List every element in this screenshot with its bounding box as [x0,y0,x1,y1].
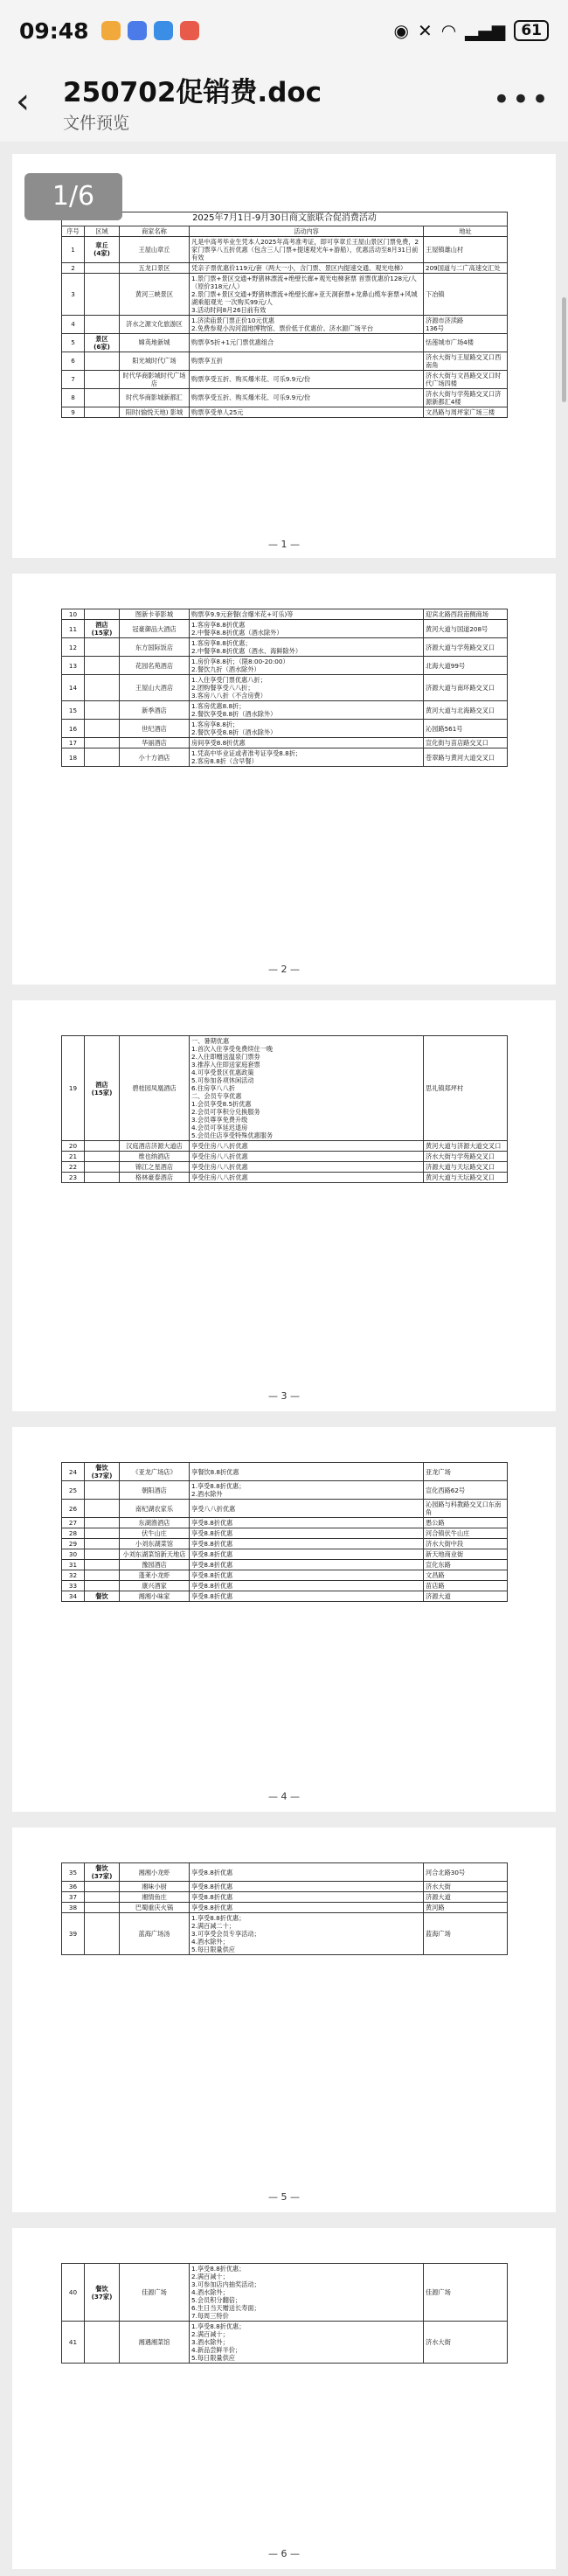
row-number: 10 [62,609,85,620]
row-number: 32 [62,1570,85,1581]
region-cell [85,657,120,675]
merchant-name: 世纪酒店 [120,720,190,738]
activity-content: 1.房价享8.8折；（限8:00-20:00） 2.餐饮九折（酒水除外） [190,657,424,675]
table-row [62,1481,508,1500]
table-row [62,738,508,748]
activity-content: 购票享受五折、购买爆米花、可乐9.9元/份 [190,388,424,407]
table-row [62,620,508,638]
app-header [0,61,568,142]
page-number: — 1 — [268,539,300,550]
address-cell: 苍翠路与黄河大道交叉口 [424,748,508,767]
weibo-icon [101,21,121,40]
table-row [62,1903,508,1913]
region-cell: 餐饮 (37家) [85,1463,120,1481]
address-cell: 文昌路 [424,1570,508,1581]
status-time: 09:48 [19,17,89,44]
merchant-name: 碧桂园凤凰酒店 [120,1036,190,1141]
merchant-name: 《亚龙广场店》 [120,1463,190,1481]
scrollbar[interactable] [562,297,566,402]
signal-icon: ▂▄▆ [465,20,506,41]
merchant-name: 黄河三峡景区 [120,273,190,315]
merchant-name: 王屋山大酒店 [120,675,190,701]
table-row [62,1528,508,1539]
promotion-table [61,609,508,767]
address-cell: 济源市济渎路 136号 [424,315,508,333]
activity-content: 1.享受8.8折优惠； 2.酒水除外 [190,1481,424,1500]
app-icon [128,21,147,40]
table-row [62,2264,508,2322]
row-number: 14 [62,675,85,701]
row-number: 35 [62,1863,85,1882]
activity-content: 1.客房享8.8折； 2.餐饮享受8.8折（酒水除外） [190,720,424,738]
row-number: 34 [62,1591,85,1602]
table-title: 2025年7月1日-9月30日商文旅联合促消费活动 [62,212,508,226]
region-cell [85,407,120,417]
address-cell: 愚公路 [424,1518,508,1528]
address-cell: 新天地商业街 [424,1549,508,1560]
table-row [62,748,508,767]
address-cell: 济源大道与天坛路交叉口 [424,1162,508,1173]
column-header: 序号 [62,226,85,236]
region-cell: 餐饮 (37家) [85,1863,120,1882]
activity-content: 凭亲子票优惠价119元/套（两大一小，含门票、景区内提速交通、观光电梯） [190,262,424,273]
merchant-name: 豫园酒店 [120,1560,190,1570]
activity-content: 1.享受8.8折优惠； 2.满百减二十； 3.可享受会员专享活动； 4.酒水除外； 5.每日限量供应 [190,1913,424,1955]
merchant-name: 东方国际饭店 [120,638,190,657]
back-icon[interactable]: ‹ [16,81,30,122]
address-cell: 河合镇伏牛山庄 [424,1528,508,1539]
activity-content: 享餐饮8.8折优惠 [190,1463,424,1481]
row-number: 5 [62,333,85,352]
row-number: 27 [62,1518,85,1528]
activity-content: 享受8.8折优惠 [190,1882,424,1892]
address-cell: 思礼镇郑坪村 [424,1036,508,1141]
mute-icon: ✕ [417,20,433,41]
activity-content: 享受8.8折优惠 [190,1570,424,1581]
merchant-name: 格林豪泰酒店 [120,1173,190,1183]
row-number: 39 [62,1913,85,1955]
merchant-name: 冠豪御品大酒店 [120,620,190,638]
region-cell [85,1528,120,1539]
document-page [12,2228,556,2569]
address-cell: 济水大街与学苑路交叉口 [424,1152,508,1162]
merchant-name: 时代华商影城时代广场店 [120,370,190,388]
merchant-name: 阳光城时代广场 [120,352,190,370]
merchant-name: 维也纳酒店 [120,1152,190,1162]
region-cell [85,2322,120,2364]
region-cell: 景区 (6家) [85,333,120,352]
region-cell [85,1913,120,1955]
region-cell [85,609,120,620]
page-number: — 3 — [268,1390,300,1402]
activity-content: 享受8.8折优惠 [190,1591,424,1602]
row-number: 38 [62,1903,85,1913]
merchant-name: 蓬莱小龙虾 [120,1570,190,1581]
merchant-name: 汉庭酒店济源大道店 [120,1141,190,1152]
table-row [62,1539,508,1549]
column-header: 商家名称 [120,226,190,236]
table-title-row [62,212,508,226]
table-row [62,1549,508,1560]
app-icon [154,21,173,40]
merchant-name: 花园名苑酒店 [120,657,190,675]
address-cell: 宣化西路62号 [424,1481,508,1500]
region-cell [85,1560,120,1570]
merchant-name: 小十方酒店 [120,748,190,767]
address-cell: 济水大街与学苑路交叉口济源新都汇4楼 [424,388,508,407]
activity-content: 1.客房优惠8.8折； 2.餐饮享受8.8折（酒水除外） [190,701,424,720]
table-row [62,262,508,273]
app-icon [180,21,199,40]
activity-content: 一、暑期优惠 1.首次入住享受免费续住一晚 2.入住即赠送温泉门票券 3.推荐入住即送家庭套票 4.可享受景区优惠政策 5.可参加各项休闲活动 6.住房享八八折 二、会员专享优惠 1.会员享受8.5折优惠 2.会员可享积分兑换服务 3.会员尊享免费升级 4.会员可享延迟退房 5.会员住店享受特殊优惠服务 [190,1036,424,1141]
page-indicator: 1/6 [24,173,122,220]
activity-content: 房间享受8.8折优惠 [190,738,424,748]
activity-content: 购票享受五折、购买爆米花、可乐9.9元/份 [190,370,424,388]
region-cell [85,352,120,370]
address-cell: 宣化东路 [424,1560,508,1570]
region-cell [85,1892,120,1903]
table-row [62,609,508,620]
row-number: 20 [62,1141,85,1152]
region-cell [85,273,120,315]
region-cell: 酒店 (15家) [85,620,120,638]
table-row [62,370,508,388]
region-cell [85,370,120,388]
address-cell: 黄河路 [424,1903,508,1913]
activity-content: 享受8.8折优惠 [190,1903,424,1913]
table-row [62,352,508,370]
region-cell [85,738,120,748]
system-icons [394,20,550,41]
row-number: 37 [62,1892,85,1903]
document-page [12,1427,556,1812]
promotion-table [61,1462,508,1602]
merchant-name: 时代华商影城新都汇 [120,388,190,407]
merchant-name: 朝阳酒店 [120,1481,190,1500]
region-cell [85,638,120,657]
address-cell: 佳源广场 [424,2264,508,2322]
row-number: 15 [62,701,85,720]
merchant-name: 锦江之星酒店 [120,1162,190,1173]
region-cell [85,1481,120,1500]
row-number: 3 [62,273,85,315]
address-cell: 济水大街 [424,1882,508,1892]
merchant-name: 王屋山章丘 [120,236,190,262]
page-number: — 5 — [268,2191,300,2203]
eye-icon: ◉ [393,20,409,41]
table-row [62,657,508,675]
activity-content: 凡是中高考毕业生凭本人2025年高考准考证，即可享章丘王屋山景区门票免费，2家门票享八五折优惠（包含三人门票+提速观光车+游船），优惠活动至8月31日前有效 [190,236,424,262]
merchant-name: 图新卡菲影城 [120,609,190,620]
row-number: 17 [62,738,85,748]
row-number: 16 [62,720,85,738]
row-number: 29 [62,1539,85,1549]
address-cell: 黄河大道与济源大道交叉口 [424,1141,508,1152]
row-number: 31 [62,1560,85,1570]
address-cell: 济水大街 [424,2322,508,2364]
table-row [62,1882,508,1892]
activity-content: 享受住房八八折优惠 [190,1173,424,1183]
table-row [62,407,508,417]
merchant-name: 小刘东湖菜馆新天地店 [120,1549,190,1560]
address-cell: 黄河大道与国道208号 [424,620,508,638]
address-cell: 下冶镇 [424,273,508,315]
row-number: 24 [62,1463,85,1481]
activity-content: 购票享5折+1元门票优惠组合 [190,333,424,352]
region-cell [85,1882,120,1892]
merchant-name: 康兴酒家 [120,1581,190,1591]
address-cell: 迎宾北路西段南侧商场 [424,609,508,620]
region-cell [85,748,120,767]
region-cell [85,1141,120,1152]
activity-content: 享受8.8折优惠 [190,1863,424,1882]
merchant-name: 嫦英地新城 [120,333,190,352]
wifi-icon: ◠ [440,20,457,41]
address-cell: 恬莲城市广场4楼 [424,333,508,352]
activity-content: 享受8.8折优惠 [190,1560,424,1570]
activity-content: 享受住房八八折优惠 [190,1141,424,1152]
status-bar [0,0,568,61]
merchant-name: 佳源广场 [120,2264,190,2322]
row-number: 28 [62,1528,85,1539]
row-number: 36 [62,1882,85,1892]
address-cell: 黄河大道与天坛路交叉口 [424,1173,508,1183]
activity-content: 1.济渎庙景门票正价10元优惠 2.免费参观小沟河湿地博物馆、票价低于优惠价、济水源广场平台 [190,315,424,333]
region-cell [85,1500,120,1518]
region-cell [85,262,120,273]
table-row [62,1560,508,1570]
row-number: 23 [62,1173,85,1183]
table-row [62,273,508,315]
table-row [62,1863,508,1882]
document-page [12,574,556,985]
activity-content: 1.享受8.8折优惠； 2.满百减十； 3.酒水除外； 4.新品尝鲜半价； 5.每日限量供应 [190,2322,424,2364]
row-number: 2 [62,262,85,273]
region-cell: 章丘 (4家) [85,236,120,262]
merchant-name: 伏牛山庄 [120,1528,190,1539]
column-header: 区域 [85,226,120,236]
region-cell [85,1152,120,1162]
promotion-table [61,2263,508,2364]
battery-icon: 61 [514,20,549,41]
table-row [62,675,508,701]
table-header-row [62,226,508,236]
row-number: 9 [62,407,85,417]
merchant-name: 湘味小厨 [120,1882,190,1892]
region-cell [85,388,120,407]
activity-content: 购票享受单人25元 [190,407,424,417]
region-cell [85,1549,120,1560]
address-cell: 宣化街与苗店路交叉口 [424,738,508,748]
row-number: 1 [62,236,85,262]
table-row [62,1500,508,1518]
table-row [62,1570,508,1581]
document-subtitle: 文件预览 [63,114,130,133]
region-cell [85,1570,120,1581]
activity-content: 享受住房八八折优惠 [190,1162,424,1173]
activity-content: 1.客房享8.8折优惠 2.中餐享8.8折优惠（酒水除外） [190,620,424,638]
table-row [62,1913,508,1955]
region-cell [85,315,120,333]
activity-content: 1.入住享受门票优惠八折； 2.团购餐享受八八折； 3.客房八八折（不含房费） [190,675,424,701]
address-cell: 沁园路与科教路交叉口东南角 [424,1500,508,1518]
merchant-name: 东湖渔酒店 [120,1518,190,1528]
merchant-name: 济水之源文化旅游区 [120,315,190,333]
document-page [12,154,556,558]
address-cell: 209国道与二广高速交汇处 [424,262,508,273]
table-row [62,720,508,738]
region-cell [85,720,120,738]
address-cell: 亚龙广场 [424,1463,508,1481]
region-cell: 餐饮 [85,1591,120,1602]
row-number: 40 [62,2264,85,2322]
merchant-name: 湘遇湘菜馆 [120,2322,190,2364]
row-number: 7 [62,370,85,388]
address-cell: 济源大道与南环路交叉口 [424,675,508,701]
activity-content: 享受8.8折优惠 [190,1892,424,1903]
address-cell: 济水大街与文昌路交叉口时代广场四楼 [424,370,508,388]
address-cell: 济水大街与王屋路交叉口西南角 [424,352,508,370]
region-cell [85,1539,120,1549]
address-cell: 苗店路 [424,1581,508,1591]
region-cell [85,1162,120,1173]
table-row [62,1581,508,1591]
merchant-name: 阳时(愉悦天地) 影城 [120,407,190,417]
row-number: 6 [62,352,85,370]
row-number: 18 [62,748,85,767]
table-row [62,1463,508,1481]
table-row [62,1162,508,1173]
column-header: 活动内容 [190,226,424,236]
activity-content: 1.凭高中毕业证或者准考证享受8.8折； 2.客房8.8折（含早餐） [190,748,424,767]
address-cell: 王屋镇雄山村 [424,236,508,262]
table-row [62,1892,508,1903]
activity-content: 购票享9.9元套餐(含爆米花+可乐)等 [190,609,424,620]
row-number: 25 [62,1481,85,1500]
row-number: 21 [62,1152,85,1162]
merchant-name: 蓝海广场汤 [120,1913,190,1955]
merchant-name: 新季酒店 [120,701,190,720]
column-header: 地址 [424,226,508,236]
row-number: 22 [62,1162,85,1173]
row-number: 4 [62,315,85,333]
region-cell [85,1581,120,1591]
activity-content: 1.景门票+景区交通+野猪林漂流+绝壁长廊+观光电梯套票 首票优惠价128元/人（原价318元/人） 2.景门票+景区交通+野猪林漂流+绝壁长廊+亚天洞套票+龙鼻山缆车套票+风城湖乘船观光 一次购买99元/人 3.活动时间8月26日前有效 [190,273,424,315]
address-cell: 河合北路30号 [424,1863,508,1882]
activity-content: 享受8.8折优惠 [190,1581,424,1591]
page-number: — 4 — [268,1791,300,1802]
document-page [12,1000,556,1411]
row-number: 26 [62,1500,85,1518]
merchant-name: 南杞湖农家乐 [120,1500,190,1518]
address-cell: 黄河大道与北海路交叉口 [424,701,508,720]
activity-content: 享受8.8折优惠 [190,1518,424,1528]
address-cell: 济源大道 [424,1591,508,1602]
table-row [62,1152,508,1162]
region-cell: 酒店 (15家) [85,1036,120,1141]
table-row [62,1036,508,1141]
row-number: 11 [62,620,85,638]
table-row [62,236,508,262]
table-row [62,1141,508,1152]
address-cell: 沁园路561号 [424,720,508,738]
address-cell: 济源大道 [424,1892,508,1903]
address-cell: 北海大道99号 [424,657,508,675]
document-title: 250702促销费.doc [63,77,322,108]
activity-content: 享受8.8折优惠 [190,1549,424,1560]
row-number: 30 [62,1549,85,1560]
activity-content: 1.客房享8.8折优惠； 2.中餐享8.8折优惠（酒水、海鲜除外） [190,638,424,657]
row-number: 8 [62,388,85,407]
table-row [62,315,508,333]
merchant-name: 湘湘小龙虾 [120,1863,190,1882]
region-cell [85,1173,120,1183]
document-viewer[interactable] [0,142,568,2576]
region-cell [85,1903,120,1913]
region-cell: 餐饮 (37家) [85,2264,120,2322]
address-cell: 济源大道与学苑路交叉口 [424,638,508,657]
activity-content: 享受八八折优惠 [190,1500,424,1518]
notification-icons [101,21,199,40]
table-row [62,1591,508,1602]
activity-content: 享受8.8折优惠 [190,1528,424,1539]
table-row [62,333,508,352]
merchant-name: 五龙口景区 [120,262,190,273]
table-row [62,2322,508,2364]
table-row [62,638,508,657]
merchant-name: 华丽酒店 [120,738,190,748]
promotion-table [61,1862,508,1955]
table-row [62,1518,508,1528]
page-number: — 6 — [268,2548,300,2559]
merchant-name: 巴蜀重庆火锅 [120,1903,190,1913]
region-cell [85,701,120,720]
activity-content: 享受住房八八折优惠 [190,1152,424,1162]
merchant-name: 湘湘小味家 [120,1591,190,1602]
region-cell [85,675,120,701]
document-page [12,1828,556,2212]
row-number: 41 [62,2322,85,2364]
activity-content: 购票享五折 [190,352,424,370]
activity-content: 享受8.8折优惠 [190,1539,424,1549]
promotion-table [61,212,508,418]
address-cell: 文昌路与周坪家广场三楼 [424,407,508,417]
address-cell: 蓝海广场 [424,1913,508,1955]
table-row [62,1173,508,1183]
promotion-table [61,1035,508,1183]
more-icon[interactable]: ••• [492,82,551,117]
merchant-name: 小刘东湖菜馆 [120,1539,190,1549]
region-cell [85,1518,120,1528]
row-number: 12 [62,638,85,657]
address-cell: 济水大街中段 [424,1539,508,1549]
table-row [62,388,508,407]
merchant-name: 湘情鱼庄 [120,1892,190,1903]
row-number: 19 [62,1036,85,1141]
table-row [62,701,508,720]
page-number: — 2 — [268,964,300,975]
row-number: 13 [62,657,85,675]
row-number: 33 [62,1581,85,1591]
activity-content: 1.享受8.8折优惠； 2.满百减十； 3.可参加店内抽奖活动； 4.酒水除外； 5.会员积分翻倍； 6.生日当天赠送长寿面； 7.每周三特价 [190,2264,424,2322]
